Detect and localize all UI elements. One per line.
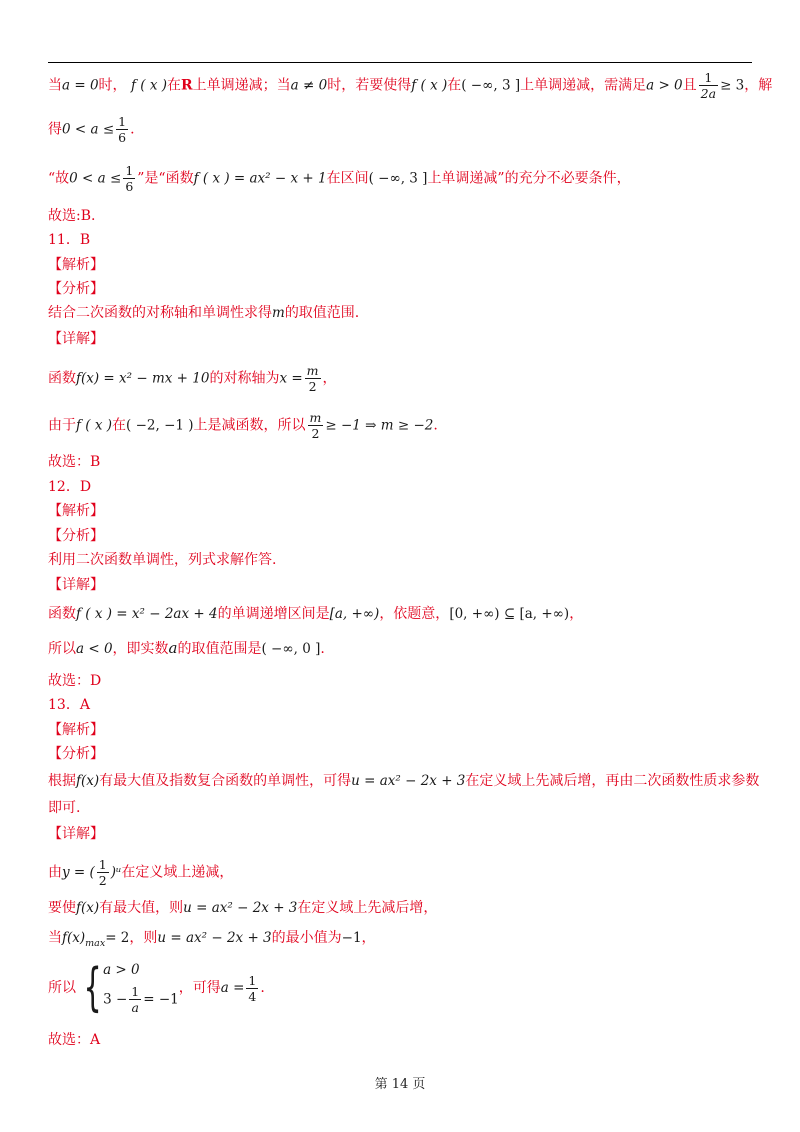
q12-answer: 故选：D — [48, 673, 102, 689]
q13-xiangjie: 【详解】 — [48, 826, 104, 842]
equation-system: { a > 0 3 − $\frac{1}{a}$ = −1 — [83, 958, 179, 1018]
q11-detail-2: 由于f ( x )在( −2, −1 )上是减函数，所以 $\frac{m}{2}$ ≥ −1 ⇒ m ≥ −2. — [48, 410, 438, 441]
q11-xiangjie: 【详解】 — [48, 331, 104, 347]
q13-detail-3: 当$f(x)_{max}= 2$，则u = ax² − 2x + 3的最小值为−1， — [48, 930, 376, 949]
q13-detail-4: 所以 { a > 0 3 − $\frac{1}{a}$ = −1 ，可得a = $\frac{1}{4}$ . — [48, 958, 265, 1018]
q12-analysis: 利用二次函数单调性，列式求解作答. — [48, 552, 277, 568]
q12-detail-2: 所以a < 0，即实数a的取值范围是( −∞, 0 ]. — [48, 639, 325, 657]
q13-jiexi: 【解析】 — [48, 722, 104, 738]
q13-number: 13．A — [48, 697, 90, 713]
q12-fenxi: 【分析】 — [48, 528, 104, 544]
q12-detail-1: 函数f ( x ) = x² − 2ax + 4的单调递增区间是[a, +∞)，依题意，[0, +∞) ⊆ [a, +∞)， — [48, 606, 584, 622]
q12-jiexi: 【解析】 — [48, 503, 104, 519]
q13-fenxi: 【分析】 — [48, 746, 104, 762]
q11-analysis: 结合二次函数的对称轴和单调性求得m的取值范围. — [48, 305, 360, 321]
q10-line-2: 得0 < a ≤ $\frac{1}{6}$ . — [48, 114, 135, 145]
header-rule — [48, 62, 752, 63]
q11-number: 11．B — [48, 232, 91, 248]
q10-answer: 故选:B. — [48, 208, 96, 224]
q13-detail-2: 要使f(x)有最大值，则u = ax² − 2x + 3在定义域上先减后增， — [48, 900, 438, 916]
q10-line-3: “故0 < a ≤ $\frac{1}{6}$ ”是“函数f ( x ) = ax² − x + 1在区间( −∞, 3 ]上单调递减”的充分不必要条件， — [48, 163, 631, 194]
left-brace-icon: { — [83, 958, 102, 1018]
page-number: 第 14 页 — [374, 1077, 426, 1092]
q12-number: 12．D — [48, 479, 92, 495]
q10-line-1: 当a = 0时， f ( x )在R上单调递减；当a ≠ 0时，若要使得f ( x )在( −∞, 3 ]上单调递减，需满足a > 0且 $\frac{1}{2a}$ ≥ 3，解 — [48, 70, 773, 101]
q13-analysis-1: 根据f(x)有最大值及指数复合函数的单调性，可得u = ax² − 2x + 3在定义域上先减后增，再由二次函数性质求参数 — [48, 773, 760, 789]
q13-analysis-2: 即可. — [48, 800, 81, 816]
q11-fenxi: 【分析】 — [48, 281, 104, 297]
q13-answer: 故选：A — [48, 1032, 101, 1048]
q11-jiexi: 【解析】 — [48, 257, 104, 273]
q11-answer: 故选：B — [48, 454, 101, 470]
q13-detail-1: 由y = ( $\frac{1}{2}$ )ᵘ在定义域上递减， — [48, 857, 234, 888]
q12-xiangjie: 【详解】 — [48, 577, 104, 593]
q11-detail-1: 函数f(x) = x² − mx + 10的对称轴为x = $\frac{m}{2}$ ， — [48, 363, 337, 394]
